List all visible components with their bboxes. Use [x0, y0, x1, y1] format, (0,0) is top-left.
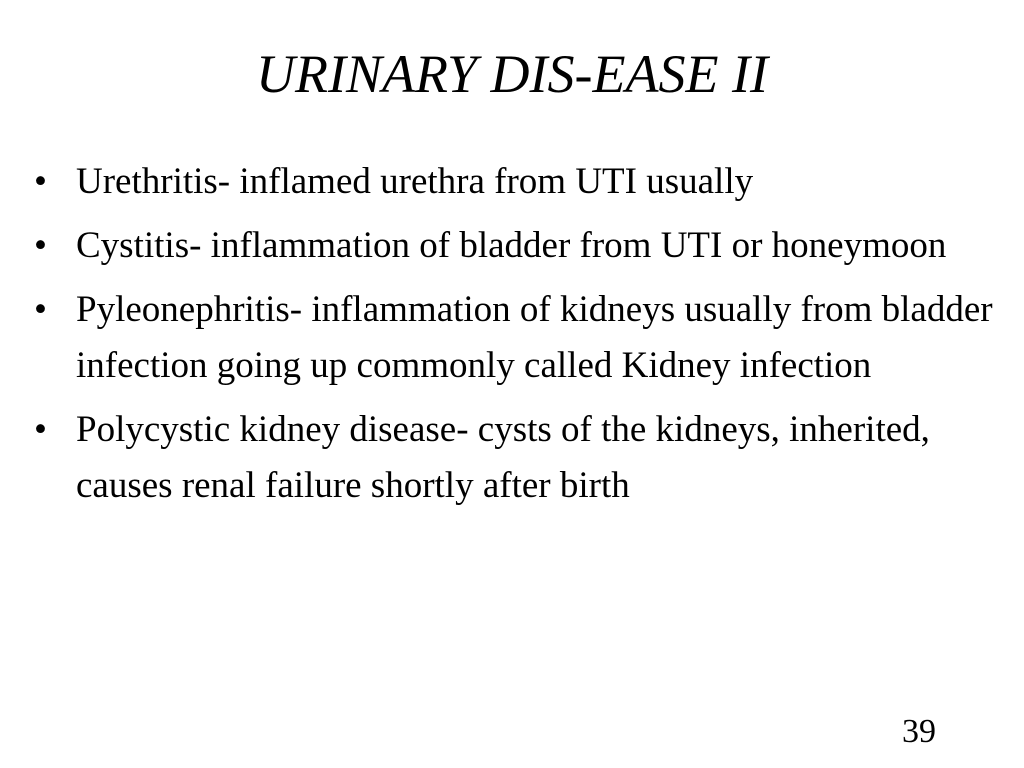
bullet-text: Polycystic kidney disease- cysts of the kidneys, inherited, causes renal failure shortly after birth [76, 409, 930, 506]
bullet-icon: • [34, 409, 47, 450]
bullet-text: Cystitis- inflammation of bladder from UTI or honeymoon [76, 225, 947, 266]
bullet-icon: • [34, 289, 47, 330]
bullet-list [30, 154, 1005, 522]
slide-title: URINARY DIS-EASE II [256, 44, 768, 104]
bullet-icon: • [34, 225, 47, 266]
bullet-text: Pyleonephritis- inflammation of kidneys usually from bladder infection going up commonly called Kidney infection [76, 289, 993, 386]
bullet-item-polycystic [30, 402, 1005, 514]
slide-number: 39 [902, 713, 936, 750]
bullet-item-pyleonephritis [30, 282, 1005, 394]
bullet-icon: • [34, 161, 47, 202]
bullet-item-urethritis [30, 154, 1005, 210]
bullet-text: Urethritis- inflamed urethra from UTI usually [76, 161, 754, 202]
bullet-item-cystitis [30, 218, 1005, 274]
